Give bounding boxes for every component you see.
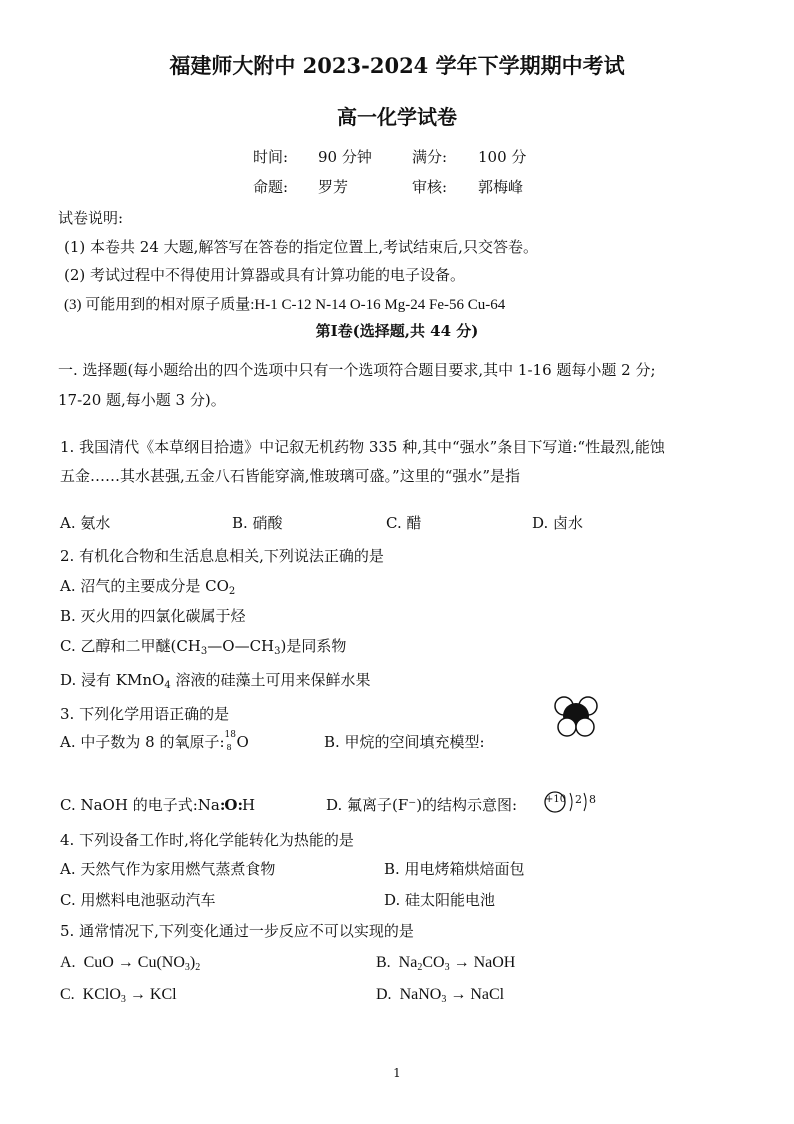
q5-option-d-f1: NaNO [399,986,442,1003]
q2-option-c-sub1: 3 [200,646,208,657]
page-number: 1 [393,1066,401,1080]
q5-option-b-sub2: 3 [444,962,450,973]
instruction-item-1: (1) 本卷共 24 大题,解答写在答卷的指定位置上,考试结束后,只交答卷。 [64,238,538,256]
q5-option-c-sub1: 3 [120,994,126,1005]
q2-option-c-mid: —O—CH [207,637,275,655]
q2-option-c-post: )是同系物 [280,637,347,655]
q2-option-a [60,575,235,596]
mass-number: 18 [224,730,236,740]
q1-option-a: A. 氨水 [60,514,111,532]
q1-stem-line-1: 1. 我国清代《本草纲目拾遗》中记叙无机药物 335 种,其中“强水”条目下写道:“性最烈,能蚀 [60,438,665,456]
section-intro-line-1: 一. 选择题(每小题给出的四个选项中只有一个选项符合题目要求,其中 1-16 题每小题 2 分; [58,361,656,379]
q5-option-b-label: B. [376,954,391,971]
q2-option-d-sub: 4 [164,680,171,691]
q4-option-a: A. 天然气作为家用燃气蒸煮食物 [60,860,276,878]
q5-option-c-label: C. [60,986,75,1003]
methane-space-filling-model-icon [550,690,602,742]
nuclide-notation [224,730,237,752]
q5-option-c-f1: KClO [82,986,121,1003]
q2-option-d-post: 溶液的硅藻土可用来保鲜水果 [170,671,371,689]
q3-option-c [60,794,255,815]
q5-option-a-f1: CuO → Cu(NO [83,954,185,971]
q5-option-b-f3: → NaOH [449,954,516,971]
q5-option-a [60,954,200,972]
q2-option-a-text: A. 沼气的主要成分是 CO [60,577,229,595]
author-value: 罗芳 [318,178,349,196]
q5-option-c [60,986,177,1004]
score-value: 100 分 [478,148,527,166]
q2-option-d-pre: D. 浸有 KMnO [60,671,165,689]
q3-option-a [60,731,249,752]
q5-option-a-sub2: 2 [195,962,201,973]
review-value: 郭梅峰 [478,178,524,196]
q4-option-d: D. 硅太阳能电池 [384,891,496,909]
author-label: 命题: [253,178,289,196]
q5-option-b-f2: CO [422,954,445,971]
q3-stem: 3. 下列化学用语正确的是 [60,705,230,723]
q5-option-b-f1: Na [398,954,418,971]
exam-title: 福建师大附中 2023-2024 学年下学期期中考试 [169,53,625,78]
q4-option-c: C. 用燃料电池驱动汽车 [60,891,216,909]
q3-option-c-text: C. NaOH 的电子式: [60,796,198,814]
score-label: 满分: [412,148,448,166]
section-title: 第Ⅰ卷(选择题,共 44 分) [315,322,479,340]
review-label: 审核: [412,178,448,196]
q3-option-d: D. 氟离子(F⁻)的结构示意图: [326,796,518,814]
oxygen-symbol: O [236,733,249,751]
q2-option-c-sub2: 3 [274,646,281,657]
q2-stem: 2. 有机化合物和生活息息相关,下列说法正确的是 [60,547,384,565]
q3-option-a-text: A. 中子数为 8 的氧原子: [60,733,225,751]
q4-stem: 4. 下列设备工作时,将化学能转化为热能的是 [60,831,354,849]
shell-2-electrons: 8 [589,793,596,806]
q1-option-b: B. 硝酸 [232,514,283,532]
q5-option-d [376,986,504,1004]
q5-option-d-sub1: 3 [441,994,447,1005]
q2-option-c [60,635,346,656]
electron-dots-right: : [237,796,242,814]
q4-option-b: B. 用电烤箱烘焙面包 [384,860,525,878]
q5-option-b-sub1: 2 [417,962,423,973]
atomic-number: 8 [226,743,232,752]
nucleus-charge: +10 [545,794,567,805]
shell-1-electrons: 2 [575,793,582,806]
fluoride-ion-structure-diagram [542,789,602,815]
q5-stem: 5. 通常情况下,下列变化通过一步反应不可以实现的是 [60,922,414,940]
time-label: 时间: [253,148,289,166]
q2-option-d [60,669,370,690]
q1-option-d: D. 卤水 [532,514,584,532]
time-value: 90 分钟 [318,148,372,166]
q1-option-c: C. 醋 [386,514,422,532]
q2-option-a-sub: 2 [228,586,236,597]
q5-option-a-label: A. [60,954,76,971]
instructions-heading: 试卷说明: [58,209,124,227]
electron-formula-o: O [224,796,238,814]
q5-option-d-label: D. [376,986,392,1003]
q5-option-a-f2: ) [189,954,196,971]
q1-stem-line-2: 五金……其水甚强,五金八石皆能穿滴,惟玻璃可盛。”这里的“强水”是指 [60,467,521,485]
instruction-item-2: (2) 考试过程中不得使用计算器或具有计算功能的电子设备。 [64,266,466,284]
electron-formula-na: Na [197,796,220,814]
q2-option-b: B. 灭火用的四氯化碳属于烃 [60,607,246,625]
q3-option-b: B. 甲烷的空间填充模型: [324,733,485,751]
electron-formula-h: H [242,796,256,814]
q2-option-c-pre: C. 乙醇和二甲醚(CH [60,637,201,655]
q5-option-c-f2: → KCl [125,986,177,1003]
exam-subtitle: 高一化学试卷 [337,105,457,129]
electron-dots-left: : [219,796,225,814]
q5-option-a-sub1: 3 [184,962,190,973]
instruction-item-3: (3) 可能用到的相对原子质量:H-1 C-12 N-14 O-16 Mg-24 Fe-56 Cu-64 [64,297,506,313]
q5-option-d-f2: → NaCl [446,986,505,1003]
section-intro-line-2: 17-20 题,每小题 3 分)。 [58,391,226,409]
q5-option-b [376,954,515,972]
